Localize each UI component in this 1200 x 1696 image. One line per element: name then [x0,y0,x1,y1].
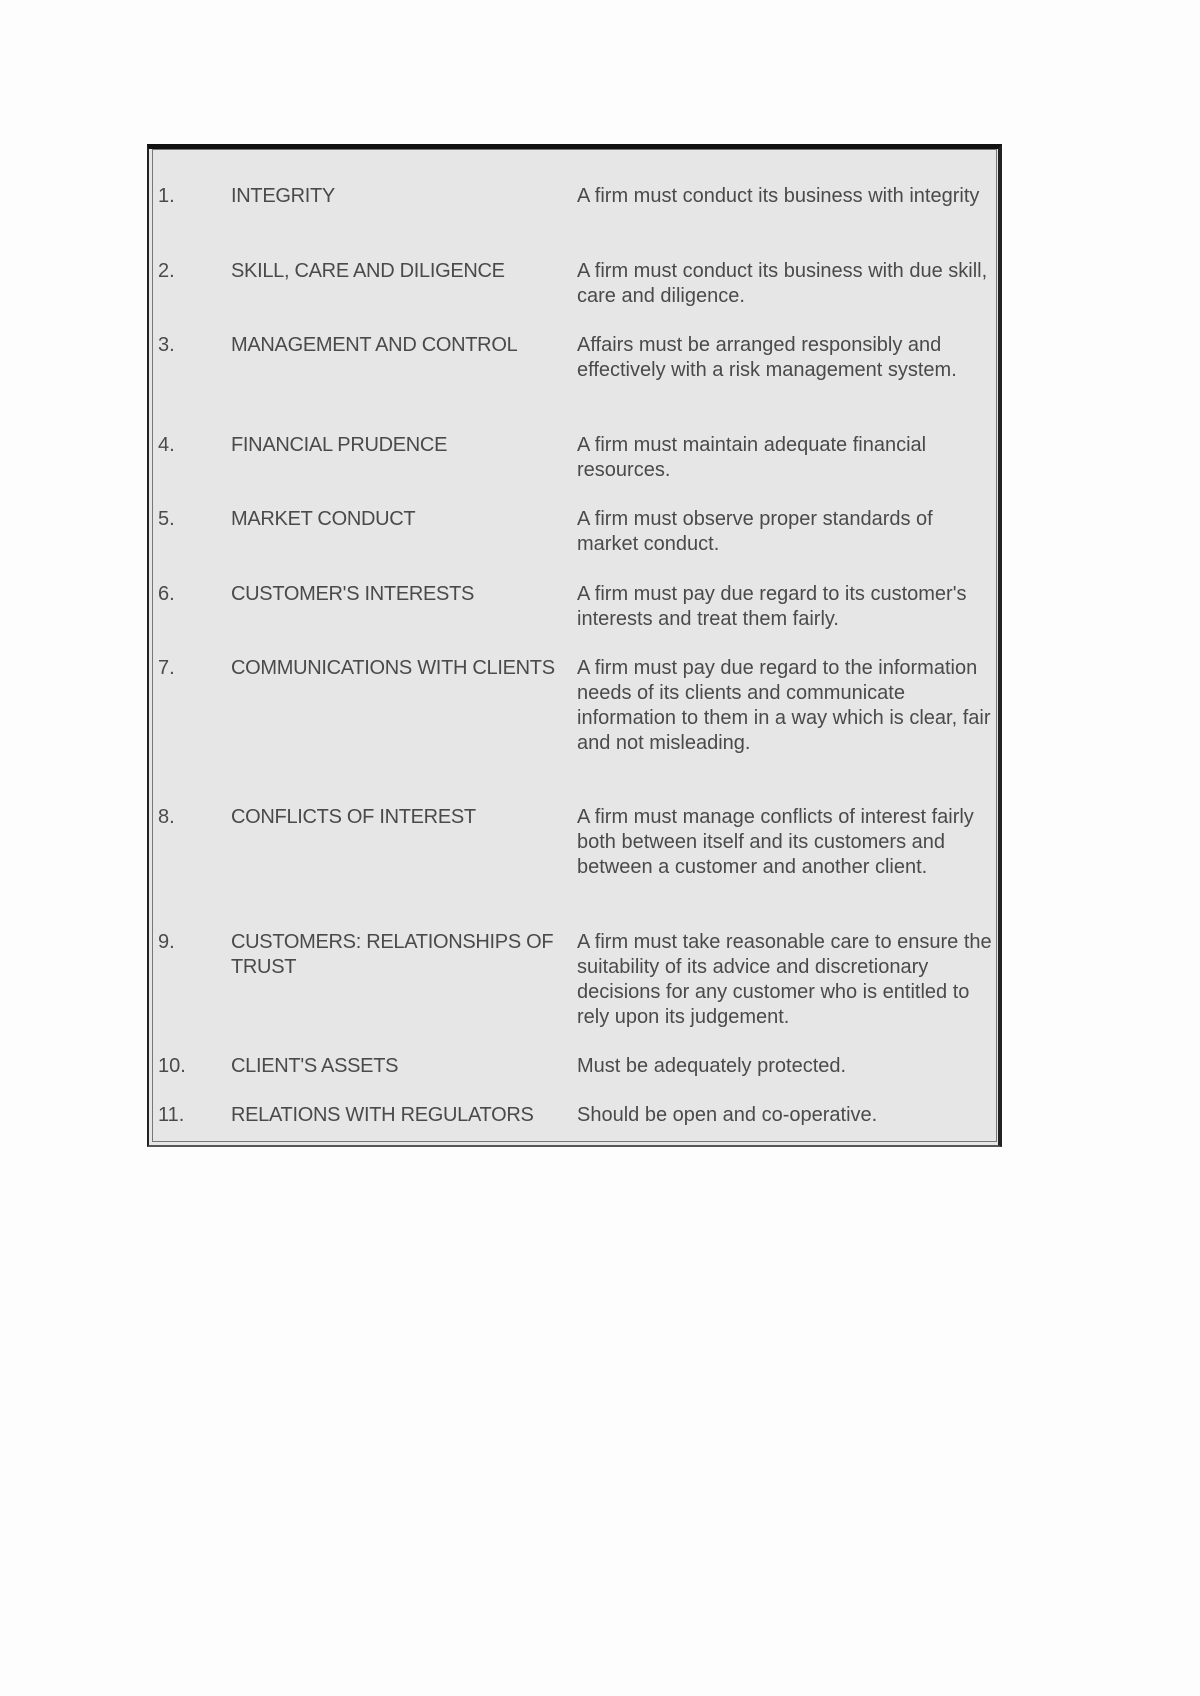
principle-number: 3. [158,334,175,356]
principle-number: 9. [158,931,175,953]
principle-number: 10. [158,1055,186,1077]
principle-name: MANAGEMENT AND CONTROL [231,334,518,356]
principle-number: 8. [158,806,175,828]
principle-description: A firm must take reasonable care to ensure the suitability of its advice and discretionary decisions for any customer who is entitled to rely upon its judgement. [577,931,992,1028]
principle-number: 1. [158,185,175,207]
principle-name: CONFLICTS OF INTEREST [231,806,476,828]
principle-number: 5. [158,508,175,530]
principle-number: 11. [158,1104,185,1126]
principle-number: 7. [158,657,175,679]
principle-description: Affairs must be arranged responsibly and effectively with a risk management system. [577,334,957,381]
principle-name: FINANCIAL PRUDENCE [231,434,448,456]
principle-number: 6. [158,583,175,605]
principle-number: 4. [158,434,175,456]
principle-description: A firm must conduct its business with due skill, care and diligence. [577,260,988,307]
principle-name: SKILL, CARE AND DILIGENCE [231,260,505,282]
principle-name: COMMUNICATIONS WITH CLIENTS [231,657,555,679]
principle-description: Must be adequately protected. [577,1055,847,1077]
principle-description: A firm must pay due regard to its customer's interests and treat them fairly. [577,583,967,630]
principle-description: A firm must maintain adequate financial resources. [577,434,927,481]
principle-number: 2. [158,260,175,282]
principle-description: A firm must conduct its business with integrity [577,185,980,207]
principle-description: A firm must manage conflicts of interest fairly both between itself and its customers and between a customer and another client. [577,806,974,878]
principle-name: CUSTOMERS: RELATIONSHIPS OF TRUST [231,931,554,978]
principle-name: INTEGRITY [231,185,335,207]
principle-name: CUSTOMER'S INTERESTS [231,583,475,605]
principles-table [147,144,1002,1147]
principle-description: A firm must observe proper standards of market conduct. [577,508,933,555]
principle-name: CLIENT'S ASSETS [231,1055,399,1077]
principle-name: RELATIONS WITH REGULATORS [231,1104,534,1126]
principle-description: Should be open and co-operative. [577,1104,878,1126]
principle-description: A firm must pay due regard to the information needs of its clients and communicate information to them in a way which is clear, fair and not misleading. [577,657,991,754]
principle-name: MARKET CONDUCT [231,508,416,530]
